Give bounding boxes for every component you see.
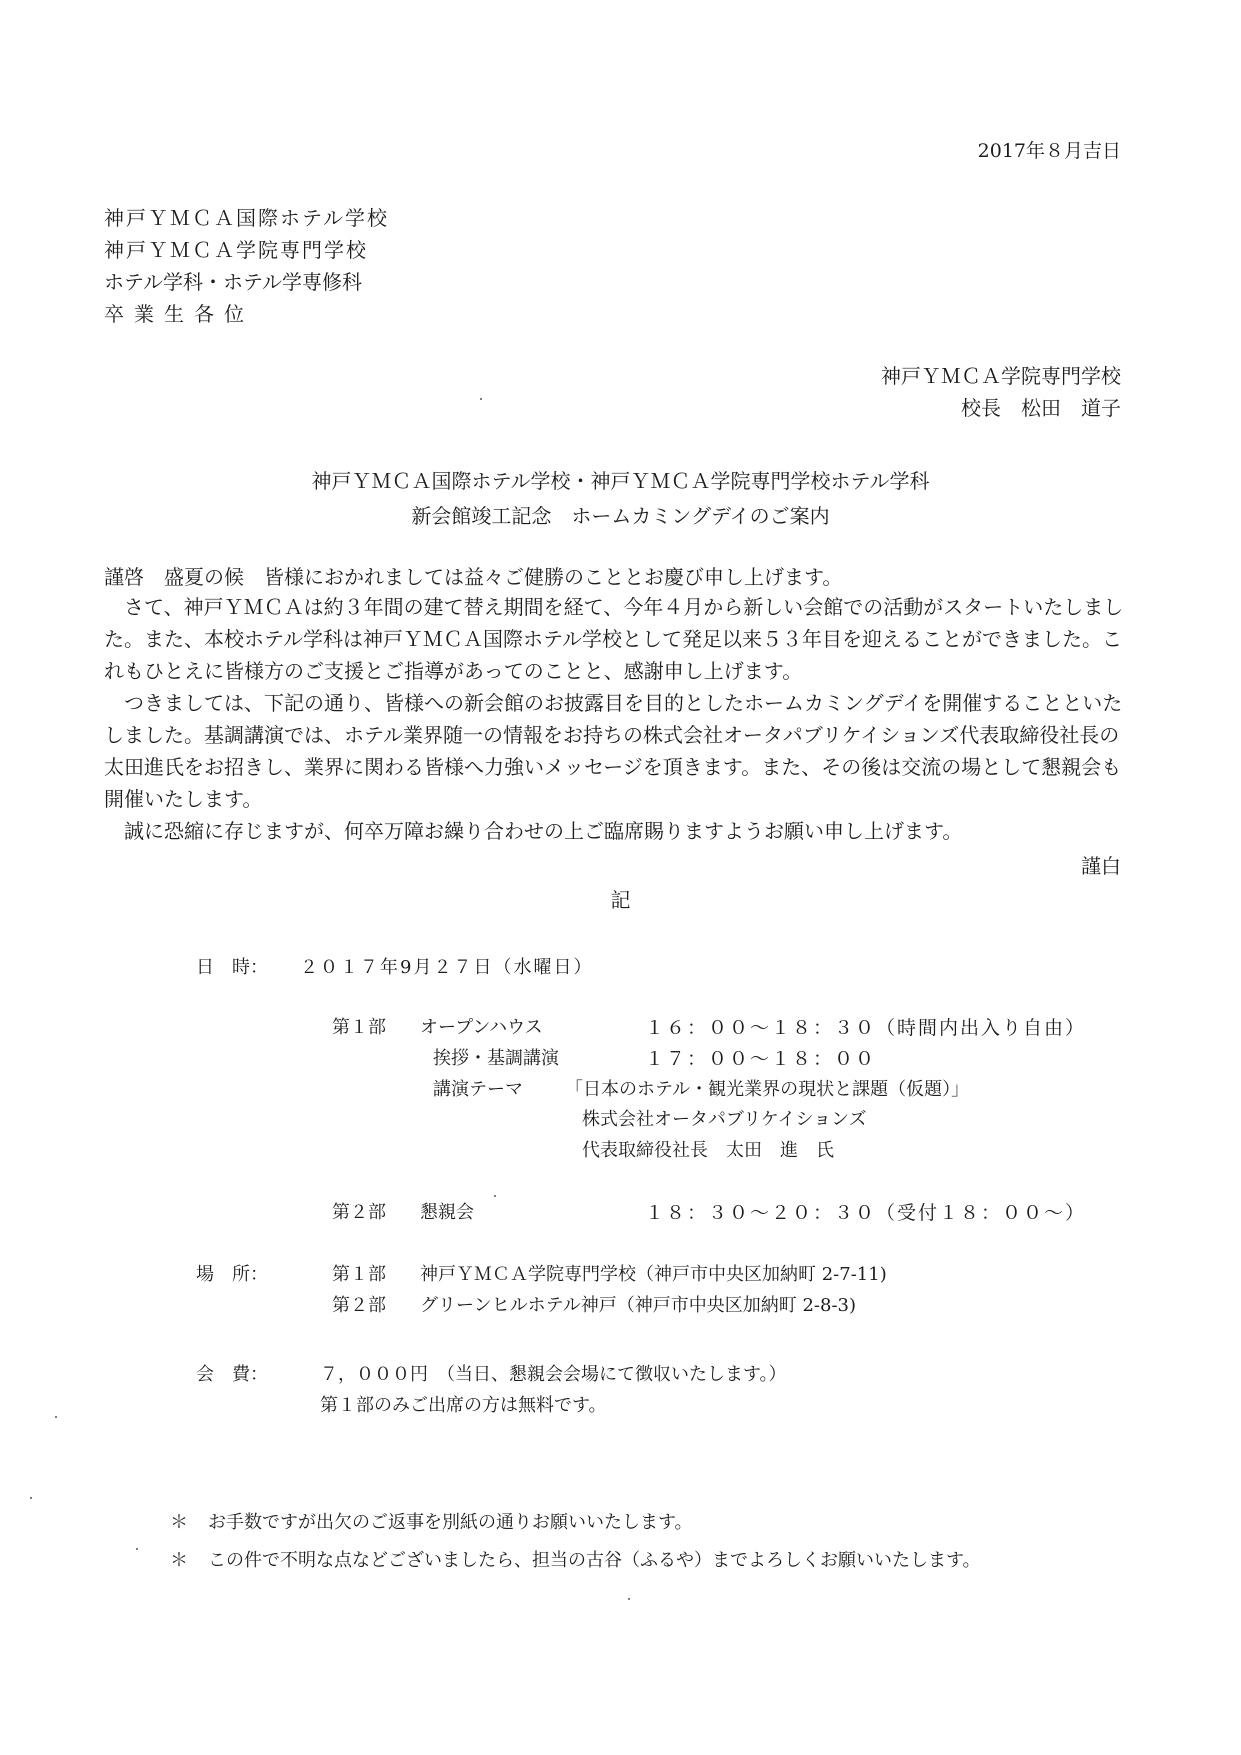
greeting-keynote-label: 挨拶・基調講演	[433, 1048, 559, 1069]
recipient-line: ホテル学科・ホテル学専修科	[104, 270, 362, 294]
recipient-line: 神戸ＹＭＣＡ学院専門学校	[104, 238, 368, 262]
datetime-label: 日 時：	[196, 957, 268, 978]
place1-part: 第１部	[332, 1264, 386, 1285]
body-paragraph-1: さて、神戸ＹＭＣＡは約３年間の建て替え期間を経て、今年４月から新しい会館での活動がスタートいたしました。また、本校ホテル学科は神戸ＹＭＣＡ国際ホテル学校として発足以来５３年目を迎えることができました。これもひとえに皆様方のご支援とご指導があってのことと、感謝申し上げます。	[104, 595, 1124, 683]
scan-speck	[30, 1497, 32, 1499]
sender-name: 校長 松田 道子	[961, 396, 1121, 420]
note-text: この件で不明な点などございましたら、担当の古谷（ふるや）までよろしくお願いいたします。	[208, 1550, 981, 1571]
place-label: 場 所：	[196, 1264, 268, 1285]
scan-speck	[628, 1598, 630, 1600]
part1-time: １６：００～１８：３０（時間内出入り自由）	[645, 1017, 1087, 1039]
part1-label: 第１部	[332, 1017, 386, 1038]
recipient-line: 卒業生各位	[104, 302, 254, 326]
fee-note: 第１部のみご出席の方は無料です。	[320, 1395, 607, 1416]
scan-speck	[136, 1548, 138, 1550]
speaker-title: 代表取締役社長 太田 進 氏	[582, 1140, 834, 1161]
part2-name: 懇親会	[420, 1202, 474, 1223]
part1-name: オープンハウス	[420, 1017, 543, 1038]
recipient-line: 神戸ＹＭＣＡ国際ホテル学校	[104, 206, 389, 230]
note-mark: ＊	[170, 1550, 188, 1571]
body-paragraph-3: 誠に恐縮に存じますが、何卒万障お繰り合わせの上ご臨席賜りますようお願い申し上げます。	[124, 819, 963, 843]
speaker-company: 株式会社オータパブリケイションズ	[582, 1109, 867, 1130]
theme-label: 講演テーマ	[433, 1079, 523, 1100]
closing-text: 謹白	[1081, 854, 1121, 878]
body-paragraph-2: つきましては、下記の通り、皆様への新会館のお披露目を目的としたホームカミングデイを開催することといたしました。基調講演では、ホテル業界随一の情報をお持ちの株式会社オータパブリケイションズ代表取締役社長の太田進氏をお招きし、業界に関わる皆様へ力強いメッセージを頂きます。また、その後は交流の場として懇親会も開催いたします。	[104, 691, 1123, 811]
fee-value: ７，０００円 （当日、懇親会会場にて徴収いたします。）	[320, 1364, 787, 1385]
document-title-line2: 新会館竣工記念 ホームカミングデイのご案内	[411, 504, 830, 528]
scan-speck	[494, 1195, 496, 1197]
note-text: お手数ですが出欠のご返事を別紙の通りお願いいたします。	[208, 1512, 693, 1533]
place1-value: 神戸ＹＭＣＡ学院専門学校（神戸市中央区加納町 2-7-11)	[420, 1264, 887, 1285]
notice-heading: 記	[610, 888, 631, 912]
note-mark: ＊	[170, 1512, 188, 1533]
place2-part: 第２部	[332, 1295, 386, 1316]
greeting-text: 謹啓 盛夏の候 皆様におかれましては益々ご健勝のこととお慶び申し上げます。	[104, 565, 843, 589]
scan-speck	[55, 1416, 57, 1418]
greeting-keynote-time: １７：００～１８：００	[645, 1048, 877, 1070]
document-title-line1: 神戸ＹＭＣＡ国際ホテル学校・神戸ＹＭＣＡ学院専門学校ホテル学科	[311, 469, 930, 493]
scan-speck	[480, 398, 482, 400]
sender-organization: 神戸ＹＭＣＡ学院専門学校	[881, 364, 1121, 388]
fee-label: 会 費：	[196, 1364, 268, 1385]
theme-value: 「日本のホテル・観光業界の現状と課題（仮題）」	[565, 1079, 970, 1100]
datetime-value: ２０１７年9月２７日（水曜日）	[300, 957, 594, 978]
place2-value: グリーンヒルホテル神戸（神戸市中央区加納町 2-8-3)	[420, 1295, 857, 1316]
document-date: 2017年８月吉日	[977, 140, 1121, 162]
part2-time: １８：３０～２０：３０（受付１８：００～）	[645, 1202, 1087, 1224]
part2-label: 第２部	[332, 1202, 386, 1223]
